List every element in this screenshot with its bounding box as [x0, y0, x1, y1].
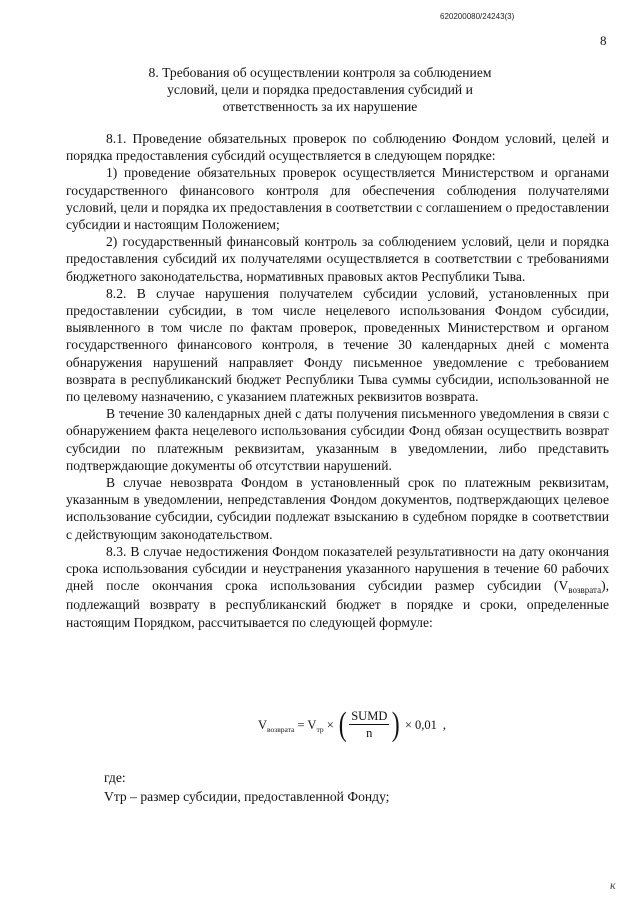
- formula-times: ×: [323, 717, 337, 732]
- formula-lhs-subscript: возврата: [267, 724, 295, 734]
- paragraph-item-2: 2) государственный финансовый контроль за соблюдением условий, цели и порядка предоставления субсидий их получателями осуществляется в соответствии с требованиями бюджетного законодательства, нормативных правовых актов Республики Тыва.: [66, 234, 609, 284]
- definitions-block: [104, 768, 389, 806]
- section-title-line-1: 8. Требования об осуществлении контроля за соблюдением: [148, 65, 492, 80]
- paragraph-8-3-start: 8.3. В случае недостижения Фондом показателей результативности на дату окончания срока использования субсидии и неустранения указанного нарушения в течение 60 рабочих дней после окончания срока использования субсидии размер субсидии (V: [66, 543, 609, 594]
- document-body: [66, 130, 609, 631]
- paragraph-court-recovery: В случае невозврата Фондом в установленный срок по платежным реквизитам, указанным в уведомлении, непредставления Фондом документов, подтверждающих целевое использование субсидии, субсидии подлежат взысканию в судебном порядке в соответствии с действующим законодательством.: [66, 475, 609, 542]
- paragraph-8-3-end: ), подлежащий возврату в республиканский бюджет в порядке и сроки, определенные настоящим Порядком, рассчитывается по следующей формуле:: [66, 578, 609, 630]
- formula-tail: × 0,01: [401, 717, 437, 732]
- formula-equals-v: = V: [294, 717, 317, 732]
- formula-numerator: SUMD: [351, 709, 388, 723]
- where-label: где:: [104, 770, 126, 785]
- formula-denominator: n: [366, 726, 373, 740]
- formula-comma: ,: [442, 717, 446, 732]
- paragraph-8-3-subscript: возврата: [568, 585, 602, 596]
- handwritten-page-mark: к: [610, 878, 616, 892]
- section-title-line-2: условий, цели и порядка предоставления субсидий и: [167, 82, 473, 97]
- paragraph-8-1: 8.1. Проведение обязательных проверок по соблюдению Фондом условий, целей и порядка предоставления субсидий осуществляется в следующем порядке:: [66, 131, 609, 164]
- page-number: 8: [600, 33, 607, 48]
- formula-lhs: V: [258, 717, 268, 732]
- formula-right-paren: ): [392, 706, 400, 743]
- formula-left-paren: (: [338, 706, 347, 743]
- paragraph-return-deadline: В течение 30 календарных дней с даты получения письменного уведомления в связи с обнаружением факта нецелевого использования субсидии Фонд обязан осуществить возврат субсидии по платежным реквизитам, указанным в уведомлении, либо представить подтверждающие документы об отсутствии нарушений.: [66, 406, 609, 473]
- vtr-definition: Vтр – размер субсидии, предоставленной Фонду;: [104, 789, 390, 804]
- document-number: 620200080/24243(3): [440, 12, 515, 21]
- paragraph-item-1: 1) проведение обязательных проверок осуществляется Министерством и органами государственного финансового контроля для обеспечения соблюдения получателями условий, цели и порядка их предоставления в соответствии с соглашением о предоставлении субсидии и настоящим Положением;: [66, 165, 609, 233]
- formula-v-subscript: тр: [316, 724, 324, 734]
- section-title: [90, 64, 550, 115]
- section-title-line-3: ответственность за их нарушение: [222, 99, 418, 114]
- return-formula: [258, 700, 446, 750]
- paragraph-8-2: 8.2. В случае нарушения получателем субсидии условий, установленных при предоставлении субсидии, в том числе нецелевого использования Фондом субсидии, выявленного в том числе по фактам проверок, проведенных Министерством и органом государственного финансового контроля, в течение 30 календарных дней с момента обнаружения нарушений направляет Фонду письменное уведомление с требованием возврата в республиканский бюджет Республики Тыва суммы субсидии, использованной не по целевому назначению, с указанием платежных реквизитов возврата.: [66, 285, 609, 405]
- formula-fraction: [349, 709, 389, 741]
- paragraph-8-3: [66, 543, 609, 631]
